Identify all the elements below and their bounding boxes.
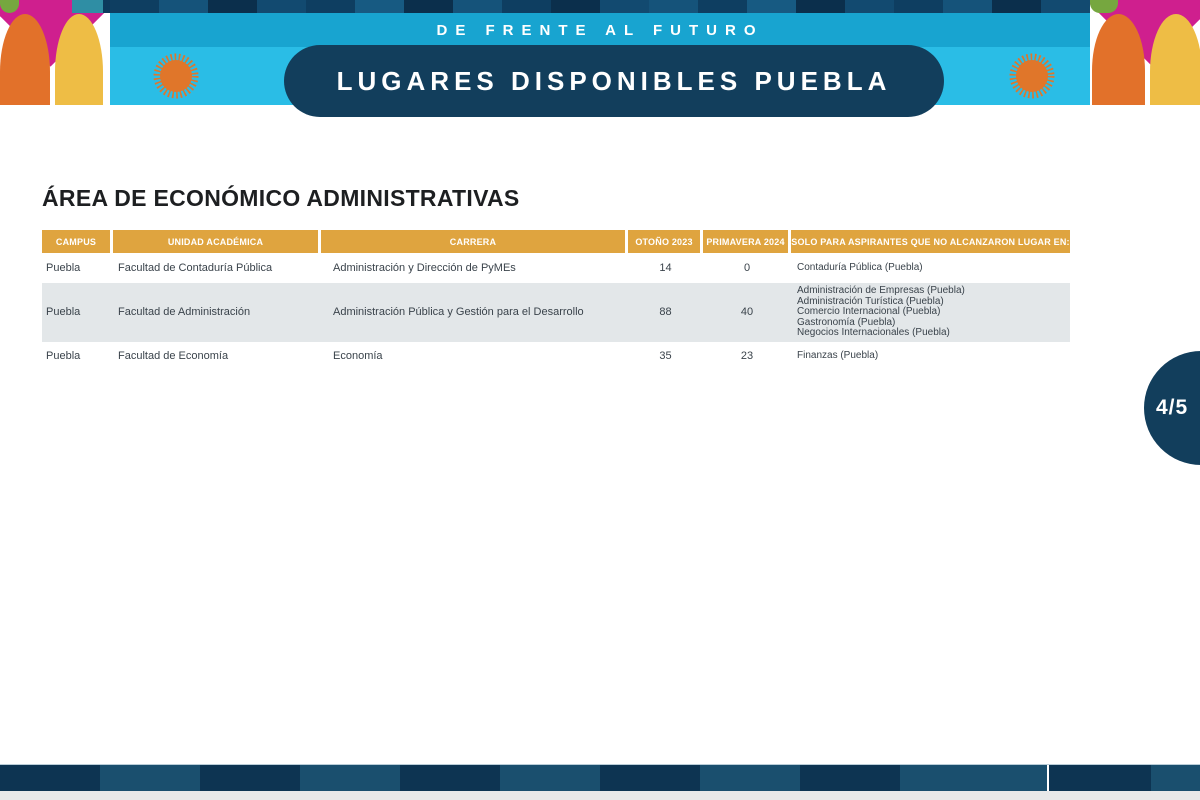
mosaic-block (100, 765, 200, 792)
cell-primavera-2024: 40 (740, 305, 754, 318)
mosaic-block (600, 765, 700, 792)
cell-otono-2023: 14 (659, 262, 672, 274)
cell-carrera: Economía (333, 349, 383, 362)
cell-carrera: Administración y Dirección de PyMEs (333, 262, 516, 274)
table-row (42, 342, 1070, 371)
mosaic-block (698, 0, 747, 13)
petal-green (1090, 0, 1118, 13)
mosaic-block (208, 0, 257, 13)
mosaic-block (200, 765, 300, 792)
alternativa-item: Finanzas (Puebla) (797, 350, 879, 362)
mosaic-block (355, 0, 404, 13)
sun-icon (151, 51, 201, 101)
square-teal (72, 0, 103, 13)
mosaic-block (1151, 765, 1200, 792)
cell-unidad-academica: Facultad de Contaduría Pública (118, 262, 273, 274)
banner-title: LUGARES DISPONIBLES PUEBLA (336, 65, 892, 96)
cell-otono-2023: 88 (659, 305, 672, 318)
alternativa-item: Gastronomía (Puebla) (797, 316, 896, 328)
mosaic-block (400, 765, 500, 792)
mosaic-block (992, 0, 1041, 13)
mosaic-block (306, 0, 355, 13)
sun-icon (1007, 51, 1057, 101)
column-header: SOLO PARA ASPIRANTES QUE NO ALCANZARON LUGAR EN: (791, 230, 1070, 253)
mosaic-block (502, 0, 551, 13)
page-title: ÁREA DE ECONÓMICO ADMINISTRATIVAS (42, 185, 520, 211)
mosaic-block (1041, 0, 1090, 13)
cell-alternativas (791, 283, 1070, 342)
mosaic-block (1049, 765, 1151, 792)
table-row (42, 254, 1070, 283)
alternativa-item: Contaduría Pública (Puebla) (797, 262, 923, 274)
decorative-pattern-right (1090, 0, 1200, 105)
cell-otono-2023: 35 (659, 349, 672, 362)
mosaic-block (747, 0, 796, 13)
mosaic-block (300, 765, 400, 792)
column-header: OTOÑO 2023 (628, 230, 700, 253)
column-header: PRIMAVERA 2024 (703, 230, 788, 253)
cell-alternativas (791, 260, 1070, 277)
alternativa-item: Comercio Internacional (Puebla) (797, 306, 941, 318)
table-header-row (42, 230, 1070, 253)
alternativa-item: Administración de Empresas (Puebla) (797, 285, 965, 296)
mosaic-block (800, 765, 900, 792)
mosaic-block (894, 0, 943, 13)
mosaic-block (110, 0, 159, 13)
square-navy (103, 0, 110, 13)
cell-primavera-2024: 23 (740, 349, 754, 362)
cell-alternativas (791, 348, 1070, 365)
cell-campus: Puebla (46, 262, 81, 274)
cell-primavera-2024: 0 (743, 262, 751, 274)
page-indicator-label: 4/5 (1156, 396, 1189, 419)
mosaic-block (700, 765, 800, 792)
column-header: CAMPUS (42, 230, 110, 253)
page-indicator (1144, 351, 1200, 465)
mosaic-block (500, 765, 600, 792)
mosaic-block (551, 0, 600, 13)
table-body (42, 254, 1070, 371)
alternativa-item: Negocios Internacionales (Puebla) (797, 327, 950, 339)
tagline: DE FRENTE AL FUTURO (436, 21, 764, 39)
alternativa-item: Administración Turística (Puebla) (797, 295, 944, 307)
top-mosaic-strip (110, 0, 1090, 13)
mosaic-block (796, 0, 845, 13)
mosaic-block (900, 765, 1047, 792)
cell-campus: Puebla (46, 349, 81, 362)
mosaic-block (0, 765, 100, 792)
banner-title-pill (284, 45, 944, 117)
mosaic-block (159, 0, 208, 13)
decorative-pattern-left (0, 0, 110, 105)
bottom-mosaic-strip (0, 764, 1200, 792)
petal-yellow (55, 14, 103, 105)
table-row (42, 283, 1070, 342)
places-table (42, 230, 1070, 371)
mosaic-block (404, 0, 453, 13)
column-header: CARRERA (321, 230, 625, 253)
cell-unidad-academica: Facultad de Economía (118, 349, 229, 362)
mosaic-block (649, 0, 698, 13)
banner-upper-band (110, 13, 1090, 47)
bottom-gray-strip (0, 791, 1200, 800)
cell-unidad-academica: Facultad de Administración (118, 305, 251, 318)
column-header: UNIDAD ACADÉMICA (113, 230, 318, 253)
mosaic-block (600, 0, 649, 13)
cell-carrera: Administración Pública y Gestión para el Desarrollo (333, 305, 584, 318)
mosaic-block (453, 0, 502, 13)
mosaic-block (257, 0, 306, 13)
mosaic-block (845, 0, 894, 13)
cell-campus: Puebla (46, 305, 81, 318)
mosaic-block (943, 0, 992, 13)
